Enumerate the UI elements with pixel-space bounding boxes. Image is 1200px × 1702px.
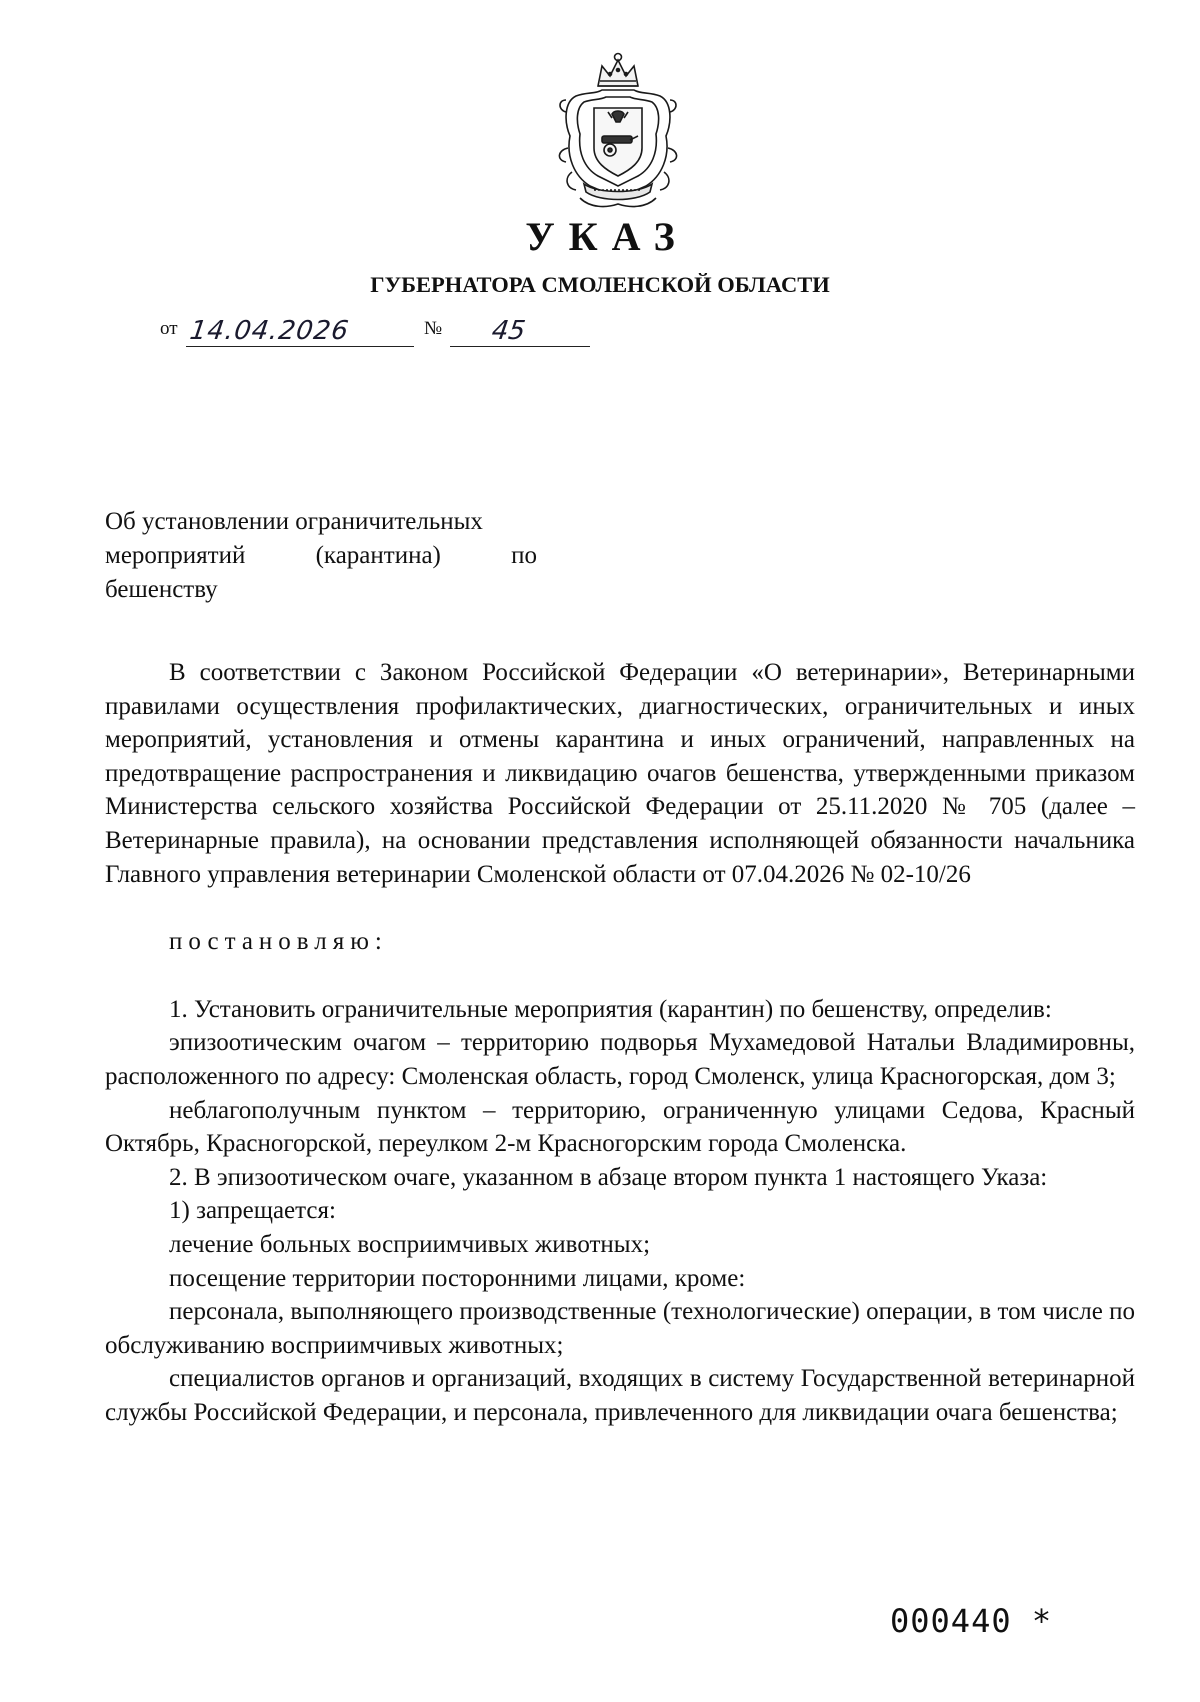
number-underline xyxy=(450,346,590,347)
document-title: УКАЗ xyxy=(525,214,689,259)
heading-line: Об установлении ограничительных xyxy=(105,508,483,535)
document-issuer: ГУБЕРНАТОРА СМОЛЕНСКОЙ ОБЛАСТИ xyxy=(370,272,830,297)
clause-paragraph: 1. Установить ограничительные мероприятия (карантин) по бешенству, определив: xyxy=(169,995,1052,1023)
number-label: № xyxy=(424,318,443,339)
serial-number: 000440 * xyxy=(890,1602,1053,1640)
clause-paragraph: неблагополучным пунктом – территорию, ограниченную улицами Седова, Красный Октябрь, Красногорской, переулком 2-м Красногорским города Смоленска. xyxy=(105,1096,1135,1158)
handwritten-number: 45 xyxy=(489,316,528,346)
document-heading xyxy=(105,505,537,607)
decree-word: постановляю: xyxy=(169,928,388,956)
document-body xyxy=(105,656,1135,1429)
handwritten-date: 14.04.2026 xyxy=(187,316,351,346)
clause-paragraph: 2. В эпизоотическом очаге, указанном в абзаце втором пункта 1 настоящего Указа: xyxy=(169,1163,1048,1191)
heading-line: бешенству xyxy=(105,576,218,603)
heading-line: мероприятий (карантина) по xyxy=(105,542,537,569)
clause-paragraph: эпизоотическим очагом – территорию подворья Мухамедовой Натальи Владимировны, расположенного по адресу: Смоленская область, город Смоленск, улица Красногорская, дом 3; xyxy=(105,1029,1135,1090)
date-underline xyxy=(186,346,414,347)
clause-paragraph: 1) запрещается: xyxy=(169,1197,336,1225)
clause-paragraph: посещение территории посторонними лицами, кроме: xyxy=(169,1264,746,1292)
clause-paragraph: лечение больных восприимчивых животных; xyxy=(169,1230,651,1258)
clause-paragraph: персонала, выполняющего производственные (технологические) операции, в том числе по обслуживанию восприимчивых животных; xyxy=(105,1298,1135,1359)
date-label: от xyxy=(160,318,178,339)
coat-of-arms-emblem xyxy=(554,52,682,212)
clause-paragraph: специалистов органов и организаций, входящих в систему Государственной ветеринарной службы Российской Федерации, и персонала, привлеченного для ликвидации очага бешенства; xyxy=(105,1365,1135,1426)
preamble-paragraph: В соответствии с Законом Российской Федерации «О ветеринарии», Ветеринарными правилами осуществления профилактических, диагностических, ограничительных и иных мероприятий, установления и отмены карантина и иных ограничений, направленных на предотвращение распространения и ликвидацию очагов бешенства, утвержденными приказом Министерства сельского хозяйства Российской Федерации от 25.11.2020 № 705 (далее – Ветеринарные правила), на основании представления исполняющей обязанности начальника Главного управления ветеринарии Смоленской области от 07.04.2026 № 02-10/26 xyxy=(105,659,1135,888)
